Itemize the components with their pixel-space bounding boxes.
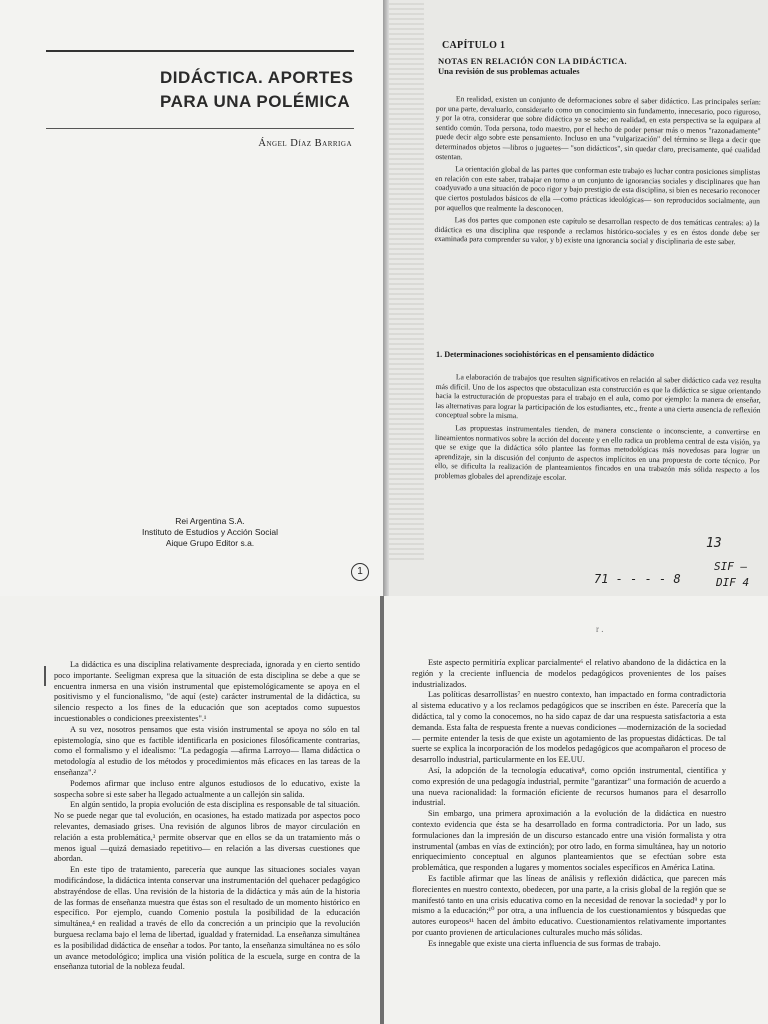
book-title [160,66,360,114]
chapter-page [384,0,768,596]
publisher-line-2: Instituto de Estudios y Acción Social [141,527,279,537]
section-paragraph: Las propuestas instrumentales tienden, de manera consciente o inconsciente, a convertirse en lineamientos normativos sobre la acción del docente y en ello radica un problema central de esta visión, ya que se exige que la didáctica sólo plantee las formas metodológicas más novedosas para lograr un aprendizaje, sin la discusión del conjunto de aspectos implícitos en una propuesta de corte técnico. Por ello, se dificulta la realización de planteamientos fincados en una trabazón más sólida respecto a los problemas globales del aprendizaje escolar. [434,423,761,482]
handwritten-note-2: SIF — [714,560,748,573]
body-paragraph: Podemos afirmar que incluso entre algunos estudiosos de lo educativo, existe la sospecha sobre si este saber ha llegado actualmente a un callejón sin salida. [54,778,360,799]
chapter-intro-text [434,94,761,250]
section-text [434,372,761,488]
handwritten-note-3: DIF 4 [716,576,750,589]
left-page-text [54,660,360,973]
publisher-block [110,516,310,549]
publisher-line-3: Aique Grupo Editor s.a. [165,538,255,548]
page-mark: r . [596,624,604,634]
body-paragraph: A su vez, nosotros pensamos que esta visión instrumental se apoya no sólo en tal epistemología, sino que es factible identificarla en posiciones filosóficamente contrarias, como el formalismo y el idealismo: "La pedagogía —afirma Larroyo— llama didáctica o metodología al estudio de los métodos y procedimientos más eficaces en las tareas de la enseñanza".² [54,724,360,777]
circled-page-mark: 1 [351,563,369,581]
chapter-label: CAPÍTULO 1 [442,40,506,51]
left-text-page [0,596,384,1024]
handwritten-note-1: 13 [706,536,722,551]
scan-noise [384,0,424,560]
top-gutter [383,0,389,596]
body-paragraph: La didáctica es una disciplina relativamente despreciada, ignorada y en cierto sentido poco importante. Seeligman expresa que la situación de esta disciplina se debe a que se encuentra inmersa en una visión instrumental que epistemológicamente se apoya en el positivismo y el funcionalismo, "de aquí (este) carácter instrumental de la didáctica, su silencio respecto a los fines de la educación que son aceptados como supuestos incuestionables o condiciones preexistentes".¹ [54,660,360,723]
body-paragraph: Es factible afirmar que las líneas de análisis y reflexión didáctica, que parecen más florecientes en nuestro contexto, obedecen, por una parte, a la crisis global de la región que se manifestó tanto en una crisis educativa como en la necesidad de renovar la sociedad⁹ y por lo mismo a la educación;¹⁰ por otra, a una influencia de los cuestionamientos y búsquedas que autores europeos¹¹ hacen del ámbito educativo. Cuestionamientos relativamente importantes por cuanto provienen de articulaciones culturales mucho más sólidas. [412,873,726,937]
book-title-line-2: PARA UNA POLÉMICA [160,92,351,111]
body-paragraph: En este tipo de tratamiento, parecería que aunque las situaciones sociales vayan modificándose, la didáctica intenta conservar una instrumentación del quehacer pedagógico abstrayéndose de ellas. Una revisión de la historia de la didáctica y más aún de la historia de las formas de enseñanza muestra que éstas son el resultado de un momento histórico en específico. Por ejemplo, cuando Comenio postula la posibilidad de la educación simultánea,⁴ en realidad a través de ello da concreción a un principio que la revolución burguesa reclama bajo el lema de libertad, igualdad y fraternidad. La enseñanza simultánea es la posibilidad didáctica de enseñar a todos. Por tanto, la enseñanza simultánea no es sólo un avance metodológico; implica una visión política de la escuela, surge en contra de la enseñanza tutorial de la nobleza feudal. [54,865,360,972]
title-page [0,0,384,596]
author-name: Ángel Díaz Barriga [258,138,352,149]
right-text-page [384,596,768,1024]
title-rule-top [46,50,354,52]
handwritten-note-4: 71 - - - - 8 [594,572,681,586]
body-paragraph: Las políticas desarrollistas⁷ en nuestro contexto, han impactado en forma contradictoria al sistema educativo y a los reclamos pedagógicos que se inscriben en éste. Parecería que la didáctica, tal y como la conocemos, no ha sido capaz de dar una respuesta satisfactoria a esta demanda. Esta falta de respuesta frente a nuevas condiciones —modernización de la sociedad— permite entender la tesis de que existe un agotamiento de las propuestas didácticas. De tal suerte se explica la incorporación de los modelos pedagógicos que acompañaron el proceso de desarrollo industrial, particularmente en los EE.UU. [412,690,726,765]
publisher-line-1: Rei Argentina S.A. [175,516,245,526]
body-paragraph: Es innegable que existe una cierta influencia de sus formas de trabajo. [428,938,661,948]
body-paragraph: Sin embargo, una primera aproximación a la evolución de la didáctica en nuestro contexto evidencia que ésta se ha desarrollado en forma contradictoria. Por un lado, sus formulaciones dan la impresión de un discurso estancado entre una visión formalista y otra instrumental (ambas en vías de extinción); por otro lado, en forma simultánea, hay un notorio enriquecimiento conceptual en algunos planteamientos que se efectúan sobre esta problemática, que responden a lugares y momentos sociales específicos en América Latina. [412,809,726,873]
book-title-line-1: DIDÁCTICA. APORTES [160,68,354,87]
section-paragraph: La elaboración de trabajos que resulten significativos en relación al saber didáctico cada vez resulta más difícil. Uno de los aspectos que obstaculizan esta construcción es que la didáctica se sigue orientando hacia la estructuración de propuestas para el trabajo en el aula, como por ejemplo: la manera de enseñar, las alternativas para lograr la participación de los estudiantes, etc., frente a una cierta ausencia de reflexión conceptual sobre la misma. [435,372,761,421]
section-heading: 1. Determinaciones sociohistóricas en el pensamiento didáctico [436,350,655,359]
right-page-text [412,658,726,950]
body-paragraph: En algún sentido, la propia evolución de esta disciplina es responsable de tal situación. No se puede negar que tal evolución, en ocasiones, ha estado matizada por aspectos poco relevantes, demasiado grises. Una revisión de algunos libros de mayor circulación en relación a esta problemática,³ permite observar que en ellos se da un tratamiento más o menos igual —quizá demasiado repetitivo— en relación a las diversas cuestiones que abordan. [54,800,360,864]
chapter-title: NOTAS EN RELACIÓN CON LA DIDÁCTICA. [438,56,627,66]
title-rule-bottom [46,128,354,129]
body-paragraph: Este aspecto permitiría explicar parcialmente⁶ el relativo abandono de la didáctica en la región y la creciente influencia de modelos pedagógicos provenientes de los países industrializados. [412,658,726,689]
chapter-subtitle: Una revisión de sus problemas actuales [438,66,580,76]
margin-mark [44,666,46,686]
body-paragraph: Así, la adopción de la tecnología educativa⁸, como opción instrumental, científica y como expresión de una pedagogía industrial, permite "garantizar" una formación de acuerdo a una nueva racionalidad: la formación eficiente de recursos humanos para el desarrollo industrial. [412,765,726,808]
chapter-paragraph: La orientación global de las partes que conforman este trabajo es luchar contra posiciones simplistas en relación con este saber, trabajar en torno a un conjunto de ignorancias sociales y disciplinares que han coadyuvado a una situación de poco rigor y bajo prestigio de esta disciplina, si bien es necesario reconocer que ciertos postulados básicos de ella —como prácticas ideológicas— son reproducidos socialmente, aun por aquellos que realmente la desconocen. [434,164,761,213]
chapter-paragraph: En realidad, existen un conjunto de deformaciones sobre el saber didáctico. Las principales serían: por una parte, devaluarlo, considerarlo como un conocimiento sin fundamento, innecesario, poco riguroso, y por la otra, considerar que sobre didáctica ya se sabe; en realidad, en esta perspectiva se la equipara al sentido común. Toda persona, todo maestro, por el hecho de poder pensar más o menos "razonadamente" puede decir algo sobre este pensamiento. Incluso en una "vulgarización" del término se llega a decir que determinados objetos —libros o juguetes— "son didácticos", sin quedar claro, precisamente, qué cualidad ostentan. [435,94,761,161]
chapter-paragraph: Las dos partes que componen este capítulo se desarrollan respecto de dos temáticas centrales: a) la didáctica es una disciplina que responde a reclamos histórico-sociales y es en éstos donde debe ser examinada para comprender su valor, y b) existe una ignorancia social y disciplinaria de este saber. [434,215,760,247]
